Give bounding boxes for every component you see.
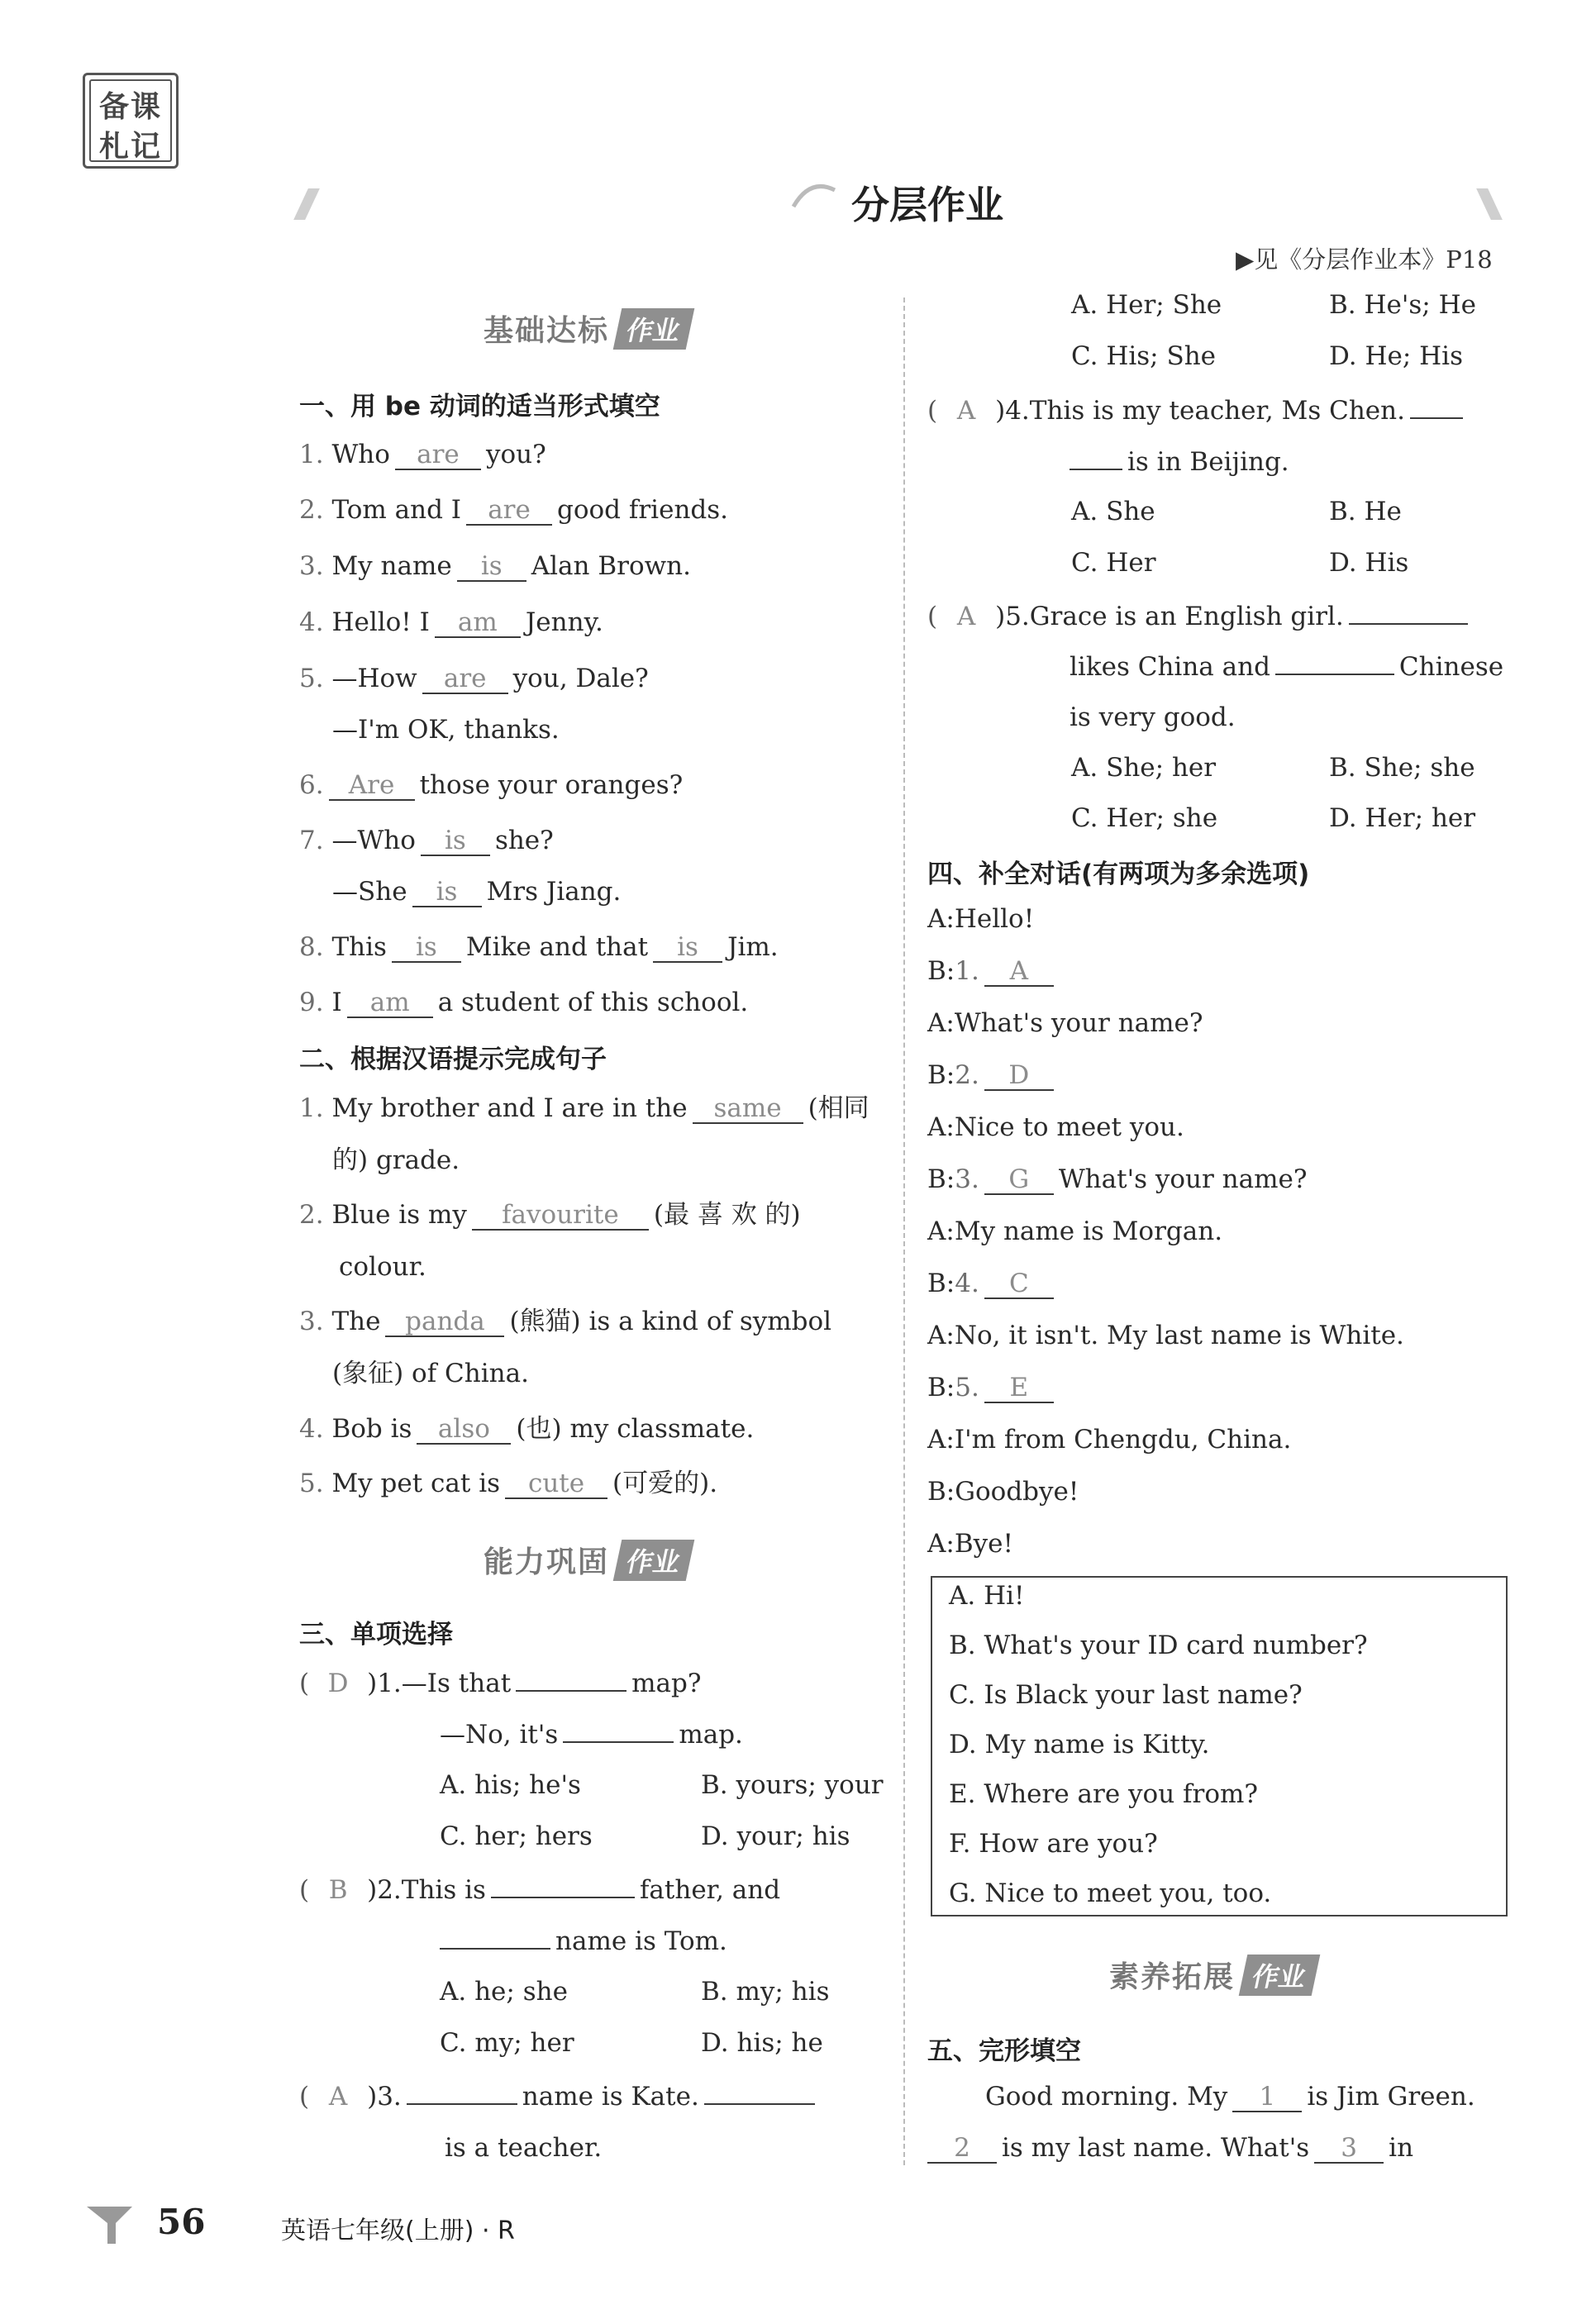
banner-basic (484, 307, 690, 350)
cloze-line-2: 2 is my last name. What's 3 in (927, 2132, 1413, 2164)
s1-item-3: 3. My name is Alan Brown. (299, 551, 691, 581)
s3-q4-opt-a: A. She (1071, 497, 1155, 526)
s3-q2-opt-a: A. he; she (440, 1977, 568, 2007)
dialog-line-2: B:1. A (927, 955, 1059, 988)
s3-q1-opt-a: A. his; he's (440, 1770, 581, 1800)
corner-stamp (83, 73, 179, 169)
option-c: C. Is Black your last name? (949, 1680, 1303, 1710)
option-f: F. How are you? (949, 1829, 1158, 1859)
cloze-blank-2: 2 (927, 2134, 997, 2164)
dialog-line-10: B:5. E (927, 1372, 1059, 1404)
s3-q1-l2: —No, it's map. (440, 1720, 743, 1750)
answer-blank: is (392, 933, 461, 963)
s1-item-5: 5. —How are you, Dale? (299, 664, 649, 693)
header-swirl-icon (789, 174, 839, 218)
answer-blank: are (395, 440, 481, 470)
s1-item-2: 2. Tom and I are good friends. (299, 495, 729, 525)
answer-choice: D (327, 1669, 349, 1698)
dialog-line-11: A:I'm from Chengdu, China. (927, 1425, 1292, 1455)
section3-title: 三、单项选择 (299, 1620, 453, 1650)
dialog-line-7: A:My name is Morgan. (927, 1217, 1223, 1246)
s3-q5-opt-c: C. Her; she (1071, 803, 1218, 833)
option-g: G. Nice to meet you, too. (949, 1878, 1272, 1908)
answer-blank: is (653, 933, 722, 963)
section1-title: 一、用 be 动词的适当形式填空 (299, 392, 660, 421)
banner-extend-tag: 作业 (1239, 1955, 1321, 1996)
section5-title: 五、完形填空 (927, 2036, 1081, 2066)
s3-q4: ( A )4.This is my teacher, Ms Chen. (927, 395, 1468, 427)
option-a: A. Hi! (949, 1581, 1025, 1611)
s3-q3-opt-d: D. He; His (1329, 341, 1463, 371)
column-divider (903, 298, 905, 2165)
answer-blank: Are (329, 771, 415, 801)
workbook-reference: ▶见《分层作业本》P18 (1236, 245, 1493, 274)
banner-ability-main: 能力巩固 (484, 1545, 610, 1579)
s3-q3-opt-b: B. He's; He (1329, 290, 1476, 320)
s3-q4-opt-b: B. He (1329, 497, 1402, 526)
answer-blank: C (984, 1269, 1054, 1299)
answer-blank: are (466, 496, 552, 526)
banner-ability-tag: 作业 (613, 1540, 695, 1581)
banner-extend-main: 素养拓展 (1109, 1960, 1236, 1994)
s1-item-6: 6. Are those your oranges? (299, 770, 684, 800)
blank (1275, 674, 1394, 675)
s3-q3-l2: is a teacher. (445, 2133, 603, 2163)
s1-item-4: 4. Hello! I am Jenny. (299, 607, 603, 637)
blank (563, 1741, 674, 1743)
option-d: D. My name is Kitty. (949, 1730, 1210, 1759)
dialog-line-4: B:2. D (927, 1059, 1059, 1092)
s3-q1: ( D )1.—Is that map? (299, 1669, 702, 1698)
s2-item-3-cont: (象征) of China. (332, 1359, 529, 1388)
s1-item-7: 7. —Who is she? (299, 826, 554, 855)
answer-blank: G (984, 1165, 1054, 1195)
s3-q2-opt-d: D. his; he (701, 2028, 823, 2058)
s3-q4-opt-c: C. Her (1071, 548, 1156, 578)
blank (1070, 469, 1122, 470)
answer-blank: A (984, 957, 1054, 987)
answer-choice: A (956, 396, 976, 426)
banner-basic-tag: 作业 (613, 308, 695, 350)
s1-item-8: 8. This is Mike and that is Jim. (299, 932, 779, 962)
s3-q2-opt-c: C. my; her (440, 2028, 574, 2058)
option-b: B. What's your ID card number? (949, 1631, 1368, 1660)
s3-q1-opt-c: C. her; hers (440, 1821, 593, 1851)
s3-q3-opt-c: C. His; She (1071, 341, 1217, 371)
option-e: E. Where are you from? (949, 1779, 1258, 1809)
s3-q2-l2: name is Tom. (440, 1926, 727, 1958)
answer-blank: panda (385, 1307, 504, 1337)
dialog-line-9: A:No, it isn't. My last name is White. (927, 1321, 1404, 1350)
cloze-blank-1: 1 (1232, 2083, 1302, 2112)
dialog-line-12: B:Goodbye! (927, 1477, 1079, 1507)
answer-blank: am (347, 988, 433, 1018)
answer-choice: A (328, 2082, 348, 2112)
answer-blank: is (421, 826, 490, 856)
book-title: 英语七年级(上册) · R (281, 2216, 515, 2245)
cloze-blank-3: 3 (1314, 2134, 1384, 2164)
s3-q1-opt-b: B. yours; your (701, 1770, 884, 1800)
stamp-line2: 札记 (98, 130, 162, 164)
blank (1349, 623, 1468, 625)
page-title: 分层作业 (851, 183, 1003, 227)
s3-q3: ( A )3. name is Kate. (299, 2081, 820, 2113)
answer-blank: are (422, 664, 508, 694)
answer-choice: B (328, 1875, 348, 1905)
answer-blank: am (435, 608, 521, 638)
s3-q5: ( A )5.Grace is an English girl. (927, 601, 1473, 633)
s3-q5-opt-d: D. Her; her (1329, 803, 1476, 833)
answer-blank: favourite (472, 1201, 649, 1231)
s1-item-1: 1. Who are you? (299, 440, 546, 469)
answer-choice: A (956, 602, 976, 631)
s3-q2: ( B )2.This is father, and (299, 1875, 781, 1905)
s3-q4-l2: is in Beijing. (1070, 446, 1289, 479)
footer-arrow-icon (83, 2198, 141, 2251)
cloze-line-1: Good morning. My 1 is Jim Green. (985, 2082, 1475, 2112)
blank (1410, 417, 1463, 419)
answer-blank: cute (505, 1469, 607, 1499)
s1-item-7-reply: —She is Mrs Jiang. (332, 877, 622, 907)
s2-item-3: 3. The panda (熊猫) is a kind of symbol (299, 1307, 832, 1336)
s3-q2-opt-b: B. my; his (701, 1977, 830, 2007)
section4-title: 四、补全对话(有两项为多余选项) (927, 859, 1310, 889)
banner-ability (484, 1539, 690, 1581)
blank (516, 1690, 626, 1692)
s2-item-5: 5. My pet cat is cute (可爱的). (299, 1469, 718, 1498)
answer-blank: D (984, 1061, 1054, 1091)
banner-extend (1109, 1954, 1316, 1996)
s2-item-2-cont: colour. (339, 1252, 426, 1282)
s1-item-5-reply: —I'm OK, thanks. (332, 715, 560, 745)
blank (491, 1897, 635, 1898)
header-deco-right (1476, 188, 1503, 220)
s3-q5-opt-b: B. She; she (1329, 753, 1475, 783)
banner-basic-main: 基础达标 (484, 314, 610, 348)
s3-q1-opt-d: D. your; his (701, 1821, 850, 1851)
s1-item-9: 9. I am a student of this school. (299, 988, 749, 1017)
header-deco-left (293, 188, 320, 220)
dialog-line-8: B:4. C (927, 1268, 1059, 1300)
s3-q5-l2: likes China and Chinese (1070, 652, 1504, 682)
page-number: 56 (157, 2202, 206, 2242)
s2-item-2: 2. Blue is my favourite (最 喜 欢 的) (299, 1200, 801, 1230)
s3-q5-l3: is very good. (1070, 702, 1236, 732)
dialog-line-1: A:Hello! (927, 904, 1035, 934)
dialog-line-5: A:Nice to meet you. (927, 1112, 1184, 1142)
stamp-line1: 备课 (98, 90, 162, 124)
dialog-line-13: A:Bye! (927, 1529, 1013, 1559)
dialog-line-3: A:What's your name? (927, 1008, 1203, 1038)
s2-item-1-cont: 的) grade. (332, 1145, 460, 1175)
section2-title: 二、根据汉语提示完成句子 (299, 1045, 607, 1074)
blank (440, 1948, 550, 1950)
blank (704, 2103, 815, 2105)
answer-blank: is (457, 552, 526, 582)
answer-blank: also (417, 1415, 511, 1445)
answer-blank: is (412, 878, 482, 907)
s3-q5-opt-a: A. She; her (1071, 753, 1217, 783)
s2-item-4: 4. Bob is also (也) my classmate. (299, 1414, 755, 1444)
s3-q4-opt-d: D. His (1329, 548, 1409, 578)
s3-q3-opt-a: A. Her; She (1071, 290, 1222, 320)
blank (407, 2103, 517, 2105)
answer-blank: same (693, 1094, 803, 1124)
answer-blank: E (984, 1374, 1054, 1403)
s2-item-1: 1. My brother and I are in the same (相同 (299, 1093, 869, 1123)
dialog-line-6: B:3. G What's your name? (927, 1164, 1308, 1194)
